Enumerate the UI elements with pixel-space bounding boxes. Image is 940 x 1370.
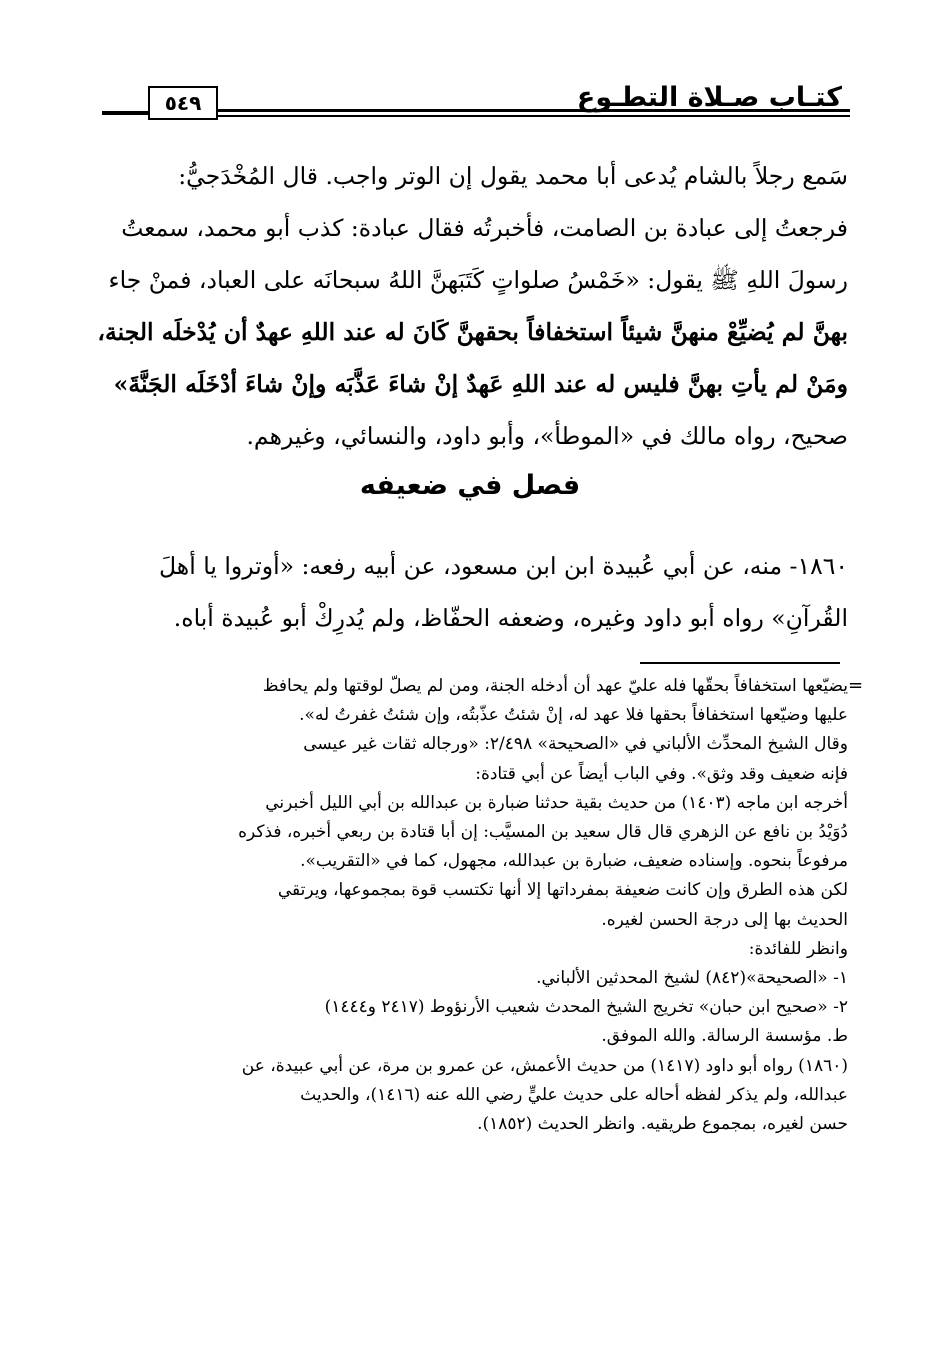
book-chapter-title: كتـاب صـلاة التطـوع (576, 82, 842, 113)
text-line: رسولَ اللهِ ﷺ يقول: «خَمْسُ صلواتٍ كَتَبَهنَّ اللهُ سبحانَه على العباد، فمنْ جاء (108, 266, 848, 294)
text-line: بهنَّ لم يُضيِّعْ منهنَّ شيئاً استخفافاً بحقهنَّ كَانَ له عند اللهِ عهدٌ أن يُدْخلَه الجنة، (97, 318, 848, 346)
footnote-continuation-marker: = (848, 675, 864, 696)
footnote-line: مرفوعاً بنحوه. وإسناده ضعيف، ضبارة بن عبدالله، مجهول، كما في «التقريب». (300, 851, 848, 872)
footnote-separator (640, 662, 840, 664)
hadith-text (92, 540, 848, 644)
footnote-line: حسن لغيره، بمجموع طريقيه. وانظر الحديث (١٨٥٢). (477, 1114, 848, 1135)
footnote-line: عليها وضيّعها استخفافاً بحقها فلا عهد له، إنْ شئتُ عذّبتُه، وإن شئتُ غفرتُ له». (299, 705, 848, 726)
header-rule-thin (218, 115, 850, 117)
footnote-line: وقال الشيخ المحدِّث الألباني في «الصحيحة» ٢/٤٩٨: «ورجاله ثقات غير عيسى (303, 734, 848, 755)
main-text (92, 150, 848, 462)
footnote-line: ٢- «صحيح ابن حبان» تخريج الشيخ المحدث شعيب الأرنؤوط (٢٤١٧ و١٤٤٤) (324, 997, 848, 1018)
footnotes (92, 672, 848, 1139)
text-line: فرجعتُ إلى عبادة بن الصامت، فأخبرتُه فقال عبادة: كذب أبو محمد، سمعتُ (121, 214, 848, 242)
page-header (100, 78, 850, 128)
footnote-line: (١٨٦٠) رواه أبو داود (١٤١٧) من حديث الأعمش، عن عمرو بن مرة، عن أبي عبيدة، عن (241, 1055, 848, 1076)
footnote-line: عبدالله، ولم يذكر لفظه أحاله على حديث عليٍّ رضي الله عنه (١٤١٦)، والحديث (300, 1084, 848, 1105)
text-line: صحيح، رواه مالك في «الموطأ»، وأبو داود، والنسائي، وغيرهم. (246, 422, 848, 450)
footnote-line: فإنه ضعيف وقد وثق». وفي الباب أيضاً عن أبي قتادة: (475, 763, 848, 784)
page-number: ٥٤٩ (148, 86, 218, 120)
footnote-line: أخرجه ابن ماجه (١٤٠٣) من حديث بقية حدثنا ضبارة بن عبدالله بن أبي الليل أخبرني (265, 792, 848, 813)
section-heading: فصل في ضعيفه (359, 470, 581, 501)
text-line: سَمع رجلاً بالشام يُدعى أبا محمد يقول إن الوتر واجب. قال المُخْدَجيُّ: (178, 162, 848, 190)
footnote-line: وانظر للفائدة: (748, 938, 848, 959)
hadith-line: القُرآنِ» رواه أبو داود وغيره، وضعفه الحفّاظ، ولم يُدرِكْ أبو عُبيدة أباه. (173, 604, 848, 632)
footnote-line: ١- «الصحيحة»(٨٤٢) لشيخ المحدثين الألباني. (536, 968, 848, 989)
footnote-line: دُوَيْدُ بن نافع عن الزهري قال قال سعيد بن المسيَّب: إن أبا قتادة بن ربعي أخبره، فذكره (238, 822, 848, 843)
footnote-line: لكن هذه الطرق وإن كانت ضعيفة بمفرداتها إلا أنها تكتسب قوة بمجموعها، ويرتقي (277, 880, 848, 901)
footnote-line: يضيّعها استخفافاً بحقّها فله عليّ عهد أن أدخله الجنة، ومن لم يصلّ لوقتها ولم يحافظ (262, 676, 848, 696)
footnote-line: الحديث بها إلى درجة الحسن لغيره. (601, 909, 848, 930)
text-line: ومَنْ لم يأتِ بهنَّ فليس له عند اللهِ عَهدٌ إنْ شاءَ عَذَّبَه وإنْ شاءَ أدْخَلَه الجَنَّةَ» (113, 370, 848, 398)
footnote-line: ط. مؤسسة الرسالة. والله الموفق. (601, 1026, 848, 1047)
hadith-line: ١٨٦٠- منه، عن أبي عُبيدة ابن ابن مسعود، عن أبيه رفعه: «أوتروا يا أهلَ (159, 552, 848, 580)
header-rule-left (102, 111, 148, 115)
